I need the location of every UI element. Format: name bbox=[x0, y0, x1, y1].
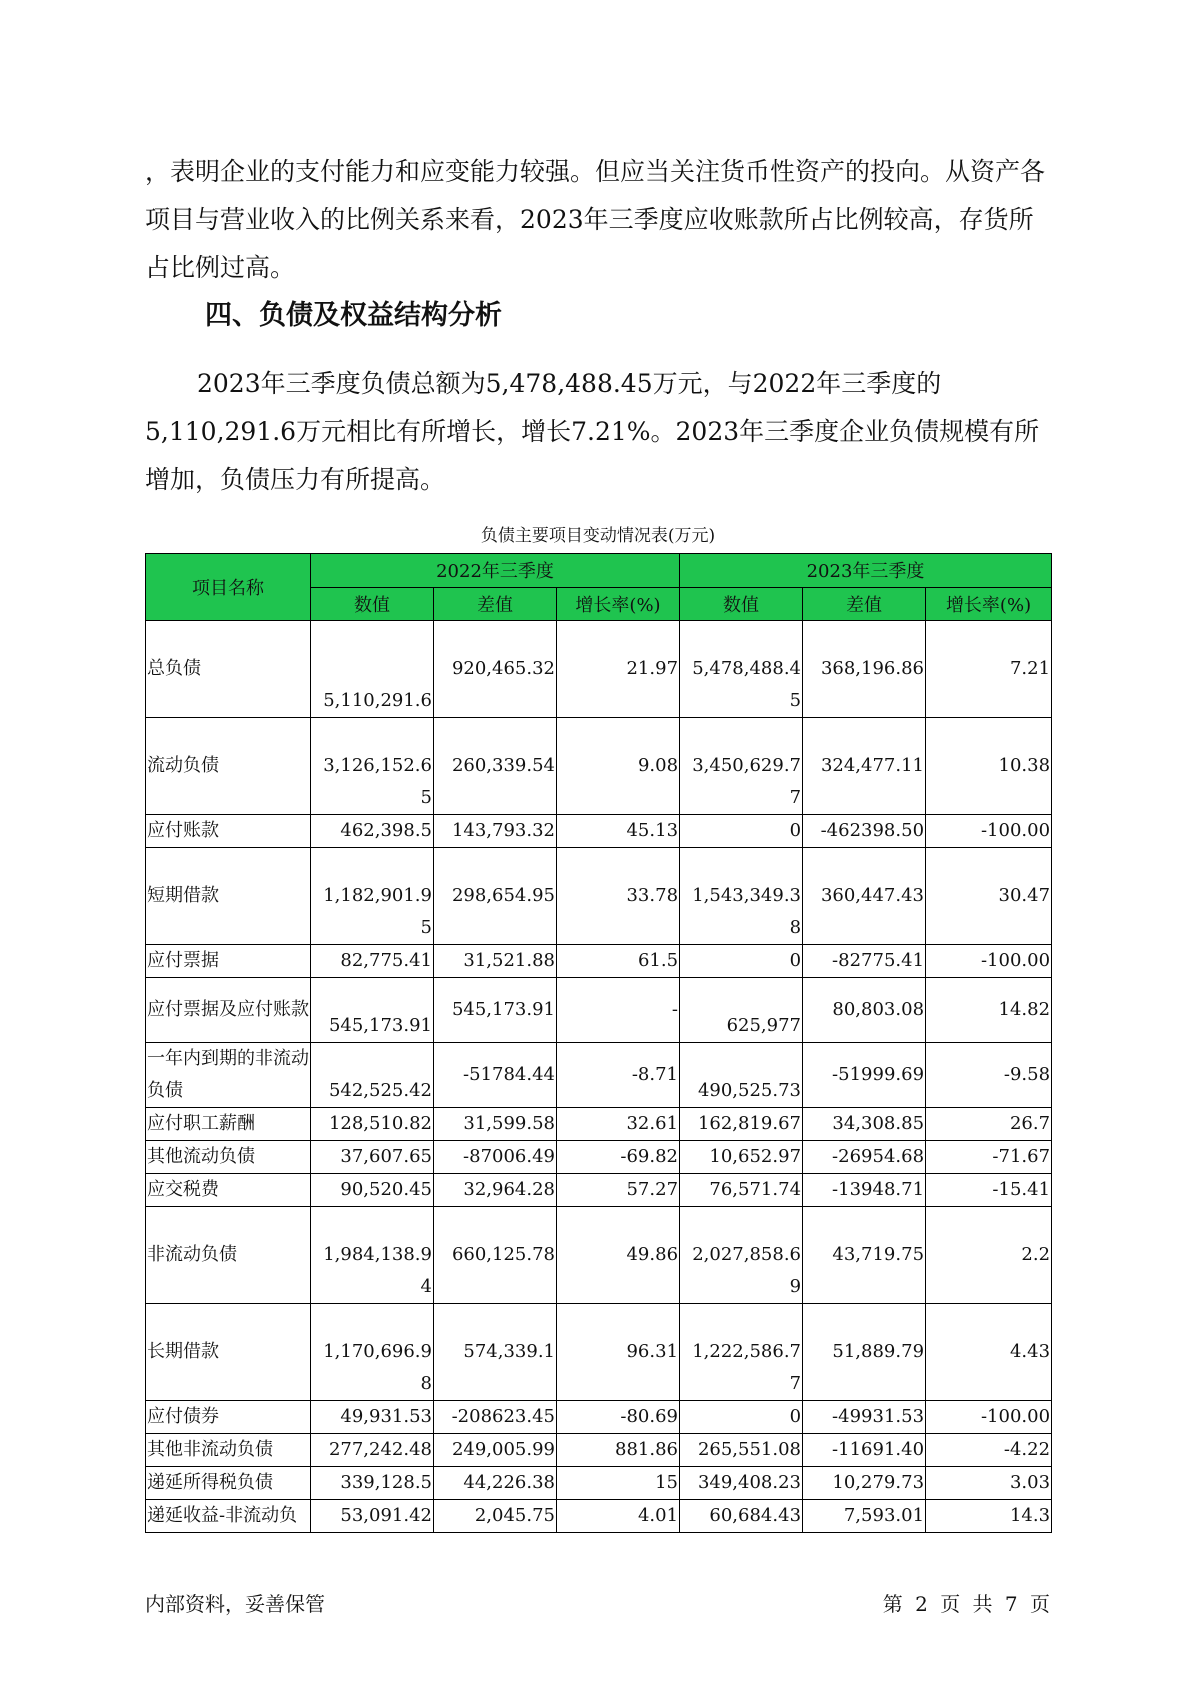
section-heading: 四、负债及权益结构分析 bbox=[205, 300, 502, 331]
header-period-2023: 2023年三季度 bbox=[680, 554, 1052, 588]
header-rate-2022: 增长率(%) bbox=[557, 587, 680, 621]
table-row bbox=[146, 621, 1052, 718]
item-name-cell: 应付债券 bbox=[146, 1401, 311, 1434]
value-2023-cell: 3,450,629.77 bbox=[680, 718, 803, 815]
rate-2023-cell: 7.21 bbox=[926, 621, 1052, 718]
item-name-cell: 应付账款 bbox=[146, 815, 311, 848]
table-row bbox=[146, 1467, 1052, 1500]
rate-2023-cell: 30.47 bbox=[926, 848, 1052, 945]
rate-2022-cell: 49.86 bbox=[557, 1207, 680, 1304]
rate-2022-cell: 33.78 bbox=[557, 848, 680, 945]
table-row bbox=[146, 815, 1052, 848]
item-name-cell: 总负债 bbox=[146, 621, 311, 718]
value-2022-cell: 1,182,901.95 bbox=[311, 848, 434, 945]
value-2023-cell: 265,551.08 bbox=[680, 1434, 803, 1467]
footer-confidential: 内部资料，妥善保管 bbox=[145, 1592, 325, 1616]
diff-2023-cell: -82775.41 bbox=[803, 945, 926, 978]
value-2023-cell: 0 bbox=[680, 815, 803, 848]
rate-2023-cell: 26.7 bbox=[926, 1108, 1052, 1141]
rate-2022-cell: -8.71 bbox=[557, 1043, 680, 1108]
rate-2023-cell: -9.58 bbox=[926, 1043, 1052, 1108]
value-2023-cell: 60,684.43 bbox=[680, 1500, 803, 1533]
rate-2023-cell: -4.22 bbox=[926, 1434, 1052, 1467]
item-name-cell: 应付票据 bbox=[146, 945, 311, 978]
rate-2023-cell: 14.3 bbox=[926, 1500, 1052, 1533]
item-name-cell: 其他流动负债 bbox=[146, 1141, 311, 1174]
value-2023-cell: 1,222,586.77 bbox=[680, 1304, 803, 1401]
diff-2023-cell: -49931.53 bbox=[803, 1401, 926, 1434]
header-rate-2023: 增长率(%) bbox=[926, 587, 1052, 621]
value-2023-cell: 0 bbox=[680, 945, 803, 978]
diff-2022-cell: 31,599.58 bbox=[434, 1108, 557, 1141]
paragraph-asset-conclusion: ，表明企业的支付能力和应变能力较强。但应当关注货币性资产的投向。从资产各项目与营业收入的比例关系来看，2023年三季度应收账款所占比例较高，存货所占比例过高。 bbox=[145, 157, 1046, 282]
table-row bbox=[146, 1434, 1052, 1467]
header-diff-2023: 差值 bbox=[803, 587, 926, 621]
diff-2023-cell: -13948.71 bbox=[803, 1174, 926, 1207]
rate-2022-cell: 96.31 bbox=[557, 1304, 680, 1401]
diff-2022-cell: 249,005.99 bbox=[434, 1434, 557, 1467]
rate-2022-cell: 21.97 bbox=[557, 621, 680, 718]
diff-2022-cell: 574,339.1 bbox=[434, 1304, 557, 1401]
rate-2022-cell: 57.27 bbox=[557, 1174, 680, 1207]
item-name-cell: 一年内到期的非流动负债 bbox=[146, 1043, 311, 1108]
table-row bbox=[146, 1141, 1052, 1174]
item-name-cell: 应交税费 bbox=[146, 1174, 311, 1207]
rate-2022-cell: -69.82 bbox=[557, 1141, 680, 1174]
rate-2023-cell: 14.82 bbox=[926, 978, 1052, 1043]
header-value-2022: 数值 bbox=[311, 587, 434, 621]
diff-2023-cell: 34,308.85 bbox=[803, 1108, 926, 1141]
rate-2022-cell: 32.61 bbox=[557, 1108, 680, 1141]
rate-2022-cell: 45.13 bbox=[557, 815, 680, 848]
diff-2022-cell: 143,793.32 bbox=[434, 815, 557, 848]
rate-2023-cell: 2.2 bbox=[926, 1207, 1052, 1304]
rate-2022-cell: 15 bbox=[557, 1467, 680, 1500]
rate-2023-cell: -15.41 bbox=[926, 1174, 1052, 1207]
value-2023-cell: 625,977 bbox=[680, 978, 803, 1043]
value-2023-cell: 1,543,349.38 bbox=[680, 848, 803, 945]
value-2022-cell: 53,091.42 bbox=[311, 1500, 434, 1533]
rate-2022-cell: 61.5 bbox=[557, 945, 680, 978]
liability-change-table bbox=[145, 553, 1052, 1533]
rate-2022-cell: -80.69 bbox=[557, 1401, 680, 1434]
table-row bbox=[146, 978, 1052, 1043]
diff-2023-cell: 7,593.01 bbox=[803, 1500, 926, 1533]
item-name-cell: 应付职工薪酬 bbox=[146, 1108, 311, 1141]
value-2023-cell: 10,652.97 bbox=[680, 1141, 803, 1174]
table-row bbox=[146, 1500, 1052, 1533]
value-2022-cell: 37,607.65 bbox=[311, 1141, 434, 1174]
value-2022-cell: 1,170,696.98 bbox=[311, 1304, 434, 1401]
rate-2023-cell: 3.03 bbox=[926, 1467, 1052, 1500]
table-row bbox=[146, 718, 1052, 815]
rate-2022-cell: 881.86 bbox=[557, 1434, 680, 1467]
value-2023-cell: 5,478,488.45 bbox=[680, 621, 803, 718]
diff-2022-cell: 2,045.75 bbox=[434, 1500, 557, 1533]
diff-2023-cell: 10,279.73 bbox=[803, 1467, 926, 1500]
item-name-cell: 其他非流动负债 bbox=[146, 1434, 311, 1467]
header-item-name: 项目名称 bbox=[146, 554, 311, 621]
diff-2023-cell: 80,803.08 bbox=[803, 978, 926, 1043]
diff-2022-cell: -87006.49 bbox=[434, 1141, 557, 1174]
diff-2022-cell: -51784.44 bbox=[434, 1043, 557, 1108]
diff-2022-cell: 31,521.88 bbox=[434, 945, 557, 978]
diff-2023-cell: 43,719.75 bbox=[803, 1207, 926, 1304]
value-2022-cell: 5,110,291.6 bbox=[311, 621, 434, 718]
header-period-2022: 2022年三季度 bbox=[311, 554, 680, 588]
table-body bbox=[146, 621, 1052, 1533]
rate-2023-cell: -71.67 bbox=[926, 1141, 1052, 1174]
diff-2023-cell: -462398.50 bbox=[803, 815, 926, 848]
value-2023-cell: 349,408.23 bbox=[680, 1467, 803, 1500]
item-name-cell: 长期借款 bbox=[146, 1304, 311, 1401]
value-2022-cell: 128,510.82 bbox=[311, 1108, 434, 1141]
table-row bbox=[146, 848, 1052, 945]
diff-2023-cell: -51999.69 bbox=[803, 1043, 926, 1108]
table-row bbox=[146, 1304, 1052, 1401]
value-2023-cell: 2,027,858.69 bbox=[680, 1207, 803, 1304]
header-value-2023: 数值 bbox=[680, 587, 803, 621]
header-diff-2022: 差值 bbox=[434, 587, 557, 621]
table-row bbox=[146, 1207, 1052, 1304]
item-name-cell: 应付票据及应付账款 bbox=[146, 978, 311, 1043]
rate-2023-cell: 4.43 bbox=[926, 1304, 1052, 1401]
footer-page-number: 第 2 页 共 7 页 bbox=[882, 1592, 1050, 1616]
value-2023-cell: 162,819.67 bbox=[680, 1108, 803, 1141]
diff-2023-cell: 324,477.11 bbox=[803, 718, 926, 815]
rate-2023-cell: -100.00 bbox=[926, 815, 1052, 848]
item-name-cell: 递延所得税负债 bbox=[146, 1467, 311, 1500]
table-row bbox=[146, 1174, 1052, 1207]
value-2023-cell: 76,571.74 bbox=[680, 1174, 803, 1207]
rate-2022-cell: 9.08 bbox=[557, 718, 680, 815]
value-2022-cell: 49,931.53 bbox=[311, 1401, 434, 1434]
value-2022-cell: 545,173.91 bbox=[311, 978, 434, 1043]
diff-2022-cell: 545,173.91 bbox=[434, 978, 557, 1043]
item-name-cell: 递延收益-非流动负 bbox=[146, 1500, 311, 1533]
diff-2023-cell: -11691.40 bbox=[803, 1434, 926, 1467]
diff-2023-cell: 368,196.86 bbox=[803, 621, 926, 718]
item-name-cell: 非流动负债 bbox=[146, 1207, 311, 1304]
diff-2023-cell: -26954.68 bbox=[803, 1141, 926, 1174]
diff-2022-cell: 44,226.38 bbox=[434, 1467, 557, 1500]
diff-2023-cell: 51,889.79 bbox=[803, 1304, 926, 1401]
value-2022-cell: 542,525.42 bbox=[311, 1043, 434, 1108]
diff-2023-cell: 360,447.43 bbox=[803, 848, 926, 945]
value-2022-cell: 1,984,138.94 bbox=[311, 1207, 434, 1304]
value-2023-cell: 490,525.73 bbox=[680, 1043, 803, 1108]
rate-2022-cell: 4.01 bbox=[557, 1500, 680, 1533]
table-row bbox=[146, 1043, 1052, 1108]
value-2022-cell: 82,775.41 bbox=[311, 945, 434, 978]
rate-2022-cell: - bbox=[557, 978, 680, 1043]
rate-2023-cell: 10.38 bbox=[926, 718, 1052, 815]
rate-2023-cell: -100.00 bbox=[926, 945, 1052, 978]
item-name-cell: 流动负债 bbox=[146, 718, 311, 815]
diff-2022-cell: -208623.45 bbox=[434, 1401, 557, 1434]
table-row bbox=[146, 1401, 1052, 1434]
table-row bbox=[146, 945, 1052, 978]
table-caption: 负债主要项目变动情况表(万元) bbox=[480, 526, 716, 546]
diff-2022-cell: 32,964.28 bbox=[434, 1174, 557, 1207]
diff-2022-cell: 260,339.54 bbox=[434, 718, 557, 815]
value-2022-cell: 90,520.45 bbox=[311, 1174, 434, 1207]
value-2022-cell: 3,126,152.65 bbox=[311, 718, 434, 815]
paragraph-liability-text: 2023年三季度负债总额为5,478,488.45万元，与2022年三季度的5,110,291.6万元相比有所增长，增长7.21%。2023年三季度企业负债规模有所增加，负债压力有所提高。 bbox=[145, 369, 1040, 494]
diff-2022-cell: 298,654.95 bbox=[434, 848, 557, 945]
value-2023-cell: 0 bbox=[680, 1401, 803, 1434]
table-row bbox=[146, 1108, 1052, 1141]
diff-2022-cell: 660,125.78 bbox=[434, 1207, 557, 1304]
value-2022-cell: 277,242.48 bbox=[311, 1434, 434, 1467]
diff-2022-cell: 920,465.32 bbox=[434, 621, 557, 718]
rate-2023-cell: -100.00 bbox=[926, 1401, 1052, 1434]
value-2022-cell: 462,398.5 bbox=[311, 815, 434, 848]
value-2022-cell: 339,128.5 bbox=[311, 1467, 434, 1500]
item-name-cell: 短期借款 bbox=[146, 848, 311, 945]
paragraph-liability-summary bbox=[145, 360, 1050, 504]
